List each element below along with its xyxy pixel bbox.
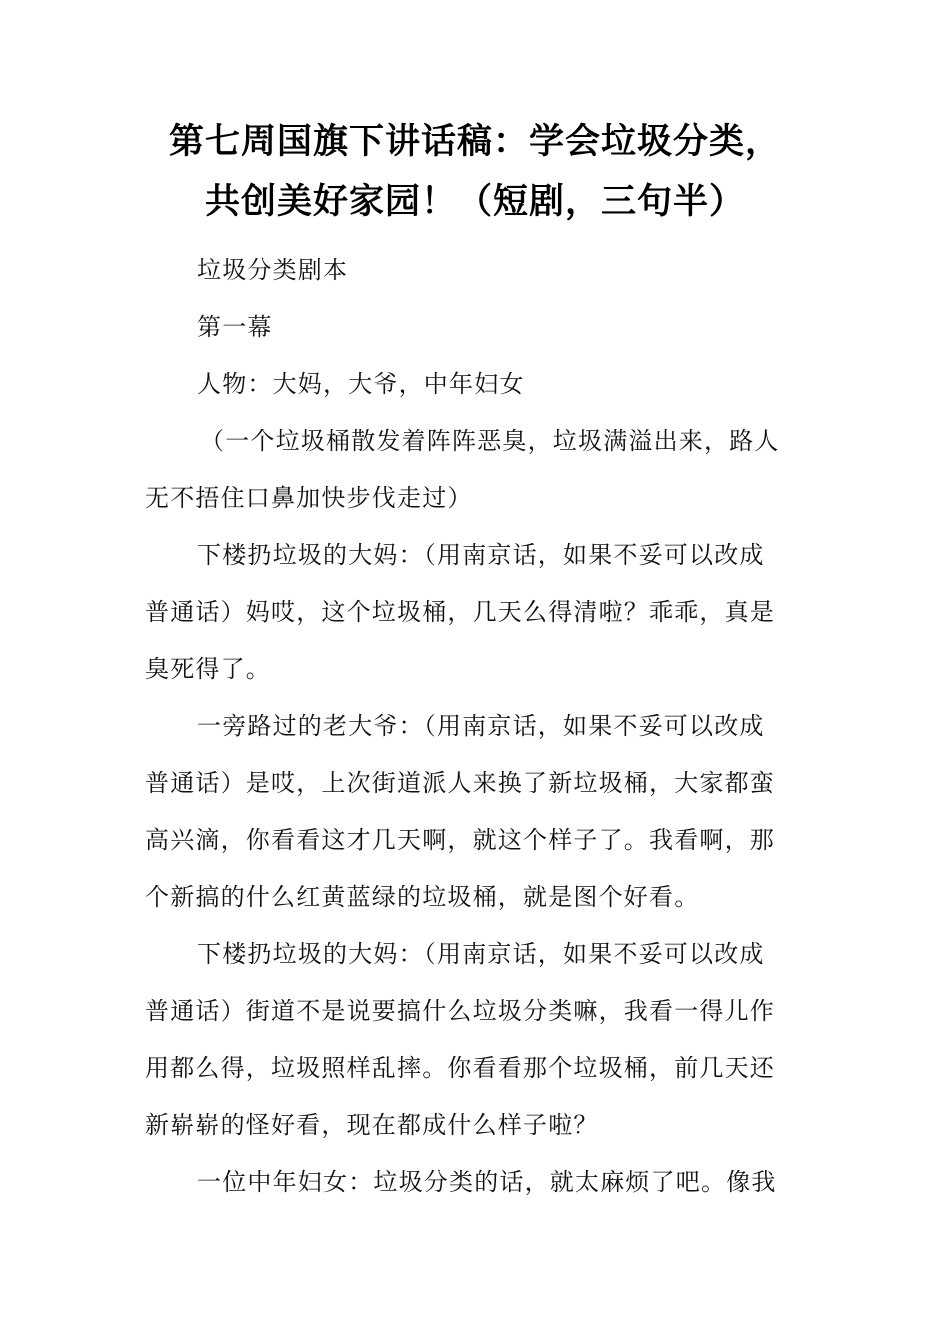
paragraph-line: 臭死得了。 <box>145 655 271 683</box>
title-line-1: 第七周国旗下讲话稿：学会垃圾分类， <box>168 122 781 162</box>
paragraph-line: 个新搞的什么红黄蓝绿的垃圾桶，就是图个好看。 <box>145 883 700 911</box>
section-heading: 垃圾分类剧本 <box>197 256 349 284</box>
paragraph-line: 下楼扔垃圾的大妈：（用南京话，如果不妥可以改成 <box>197 541 765 569</box>
stage-direction-line-2: 无不捂住口鼻加快步伐走过） <box>145 484 473 512</box>
paragraph-line: 新崭崭的怪好看，现在都成什么样子啦？ <box>145 1111 599 1139</box>
paragraph-line: 普通话）是哎，上次街道派人来换了新垃圾桶，大家都蛮 <box>145 769 775 797</box>
title-line-2: 共创美好家园！（短剧，三句半） <box>204 182 745 222</box>
paragraph-line: 一位中年妇女：垃圾分类的话，就太麻烦了吧。像我 <box>197 1168 777 1196</box>
paragraph-line: 普通话）妈哎，这个垃圾桶，几天么得清啦？乖乖，真是 <box>145 598 775 626</box>
act-heading: 第一幕 <box>197 313 273 341</box>
paragraph-line: 高兴滴，你看看这才几天啊，就这个样子了。我看啊，那 <box>145 826 775 854</box>
characters-line: 人物：大妈，大爷，中年妇女 <box>197 370 525 398</box>
paragraph-line: 下楼扔垃圾的大妈：（用南京话，如果不妥可以改成 <box>197 940 765 968</box>
stage-direction-line-1: （一个垃圾桶散发着阵阵恶臭，垃圾满溢出来，路人 <box>200 427 780 455</box>
paragraph-line: 一旁路过的老大爷：（用南京话，如果不妥可以改成 <box>197 712 765 740</box>
paragraph-line: 普通话）街道不是说要搞什么垃圾分类嘛，我看一得儿作 <box>145 997 775 1025</box>
document-body <box>145 242 807 1211</box>
document-title <box>120 112 830 232</box>
paragraph-line: 用都么得，垃圾照样乱摔。你看看那个垃圾桶，前几天还 <box>145 1054 775 1082</box>
